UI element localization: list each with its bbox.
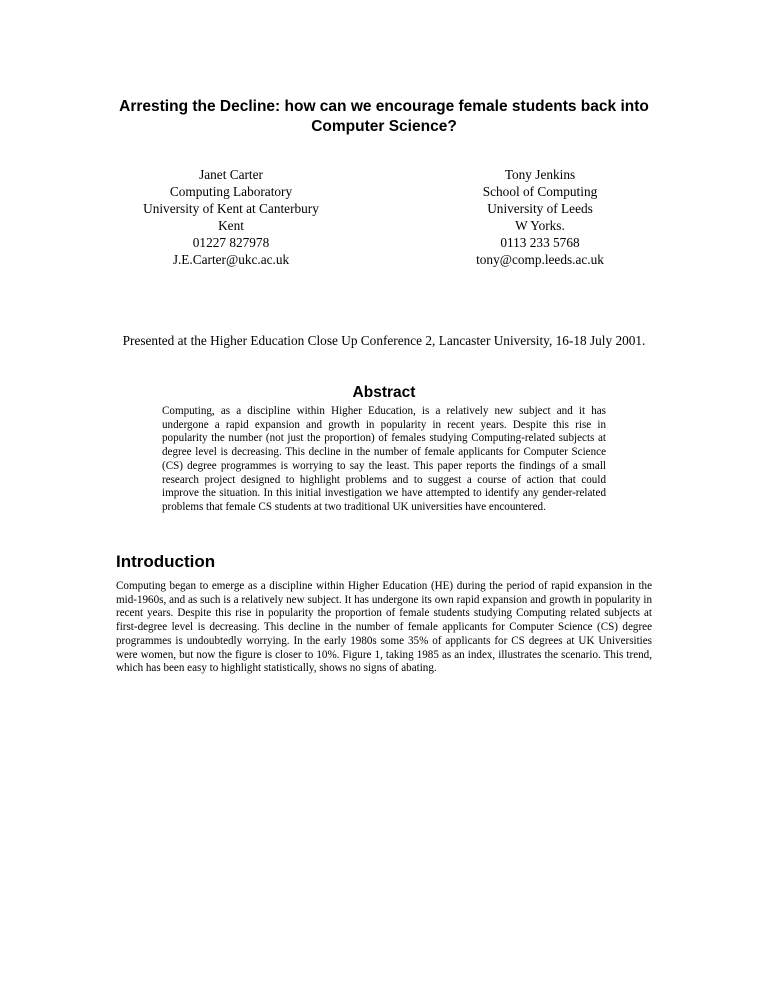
author-email: tony@comp.leeds.ac.uk [476, 252, 604, 267]
abstract-body: Computing, as a discipline within Higher Education, is a relatively new subject and it has undergone a rapid expansion and growth in popularity in recent years. Despite this rise in popularity the number (not just the proportion) of females studying Computing-related subjects at degree level is decreasing. This decline in the number of female applicants for Computer Science (CS) degree programmes is worrying to say the least. This paper reports the findings of a small research project designed to highlight problems and to suggest a course of action that could improve the situation. In this initial investigation we have attempted to identify any gender-related problems that female CS students at two traditional UK universities have encountered. [162, 405, 606, 513]
author-department: Computing Laboratory [169, 184, 293, 199]
introduction-body: Computing began to emerge as a discipline within Higher Education (HE) during the period of rapid expansion in the mid-1960s, and as such is a relatively new subject. It has undergone its own rapid expansion and growth in popularity in recent years. Despite this rise in popularity the proportion of female students studying Computing related subjects at first-degree level is decreasing. This decline in the number of female applicants for Computer Science (CS) degree programmes is undoubtedly worrying. In the early 1980s some 35% of applicants for CS degrees at UK Universities were women, but now the figure is closer to 10%. Figure 1, taking 1985 as an index, illustrates the scenario. This trend, which has been easy to highlight statistically, shows no signs of abating. [116, 580, 652, 675]
author-email: J.E.Carter@ukc.ac.uk [172, 252, 290, 267]
author-block-2 [440, 166, 640, 268]
author-institution: University of Kent at Canterbury [143, 201, 319, 216]
presentation-note: Presented at the Higher Education Close Up Conference 2, Lancaster University, 16-18 July 2001. [122, 333, 646, 349]
author-phone: 01227 827978 [192, 235, 270, 250]
author-name: Tony Jenkins [504, 167, 576, 182]
author-institution: University of Leeds [487, 201, 593, 216]
author-phone: 0113 233 5768 [500, 235, 580, 250]
author-name: Janet Carter [199, 167, 263, 182]
paper-title: Arresting the Decline: how can we encourage female students back into Computer Science? [119, 98, 649, 135]
author-block-1 [118, 166, 344, 268]
abstract-heading: Abstract [352, 384, 416, 401]
author-location: W Yorks. [515, 218, 565, 233]
author-location: Kent [218, 218, 244, 233]
author-department: School of Computing [482, 184, 598, 199]
introduction-heading: Introduction [116, 552, 216, 571]
